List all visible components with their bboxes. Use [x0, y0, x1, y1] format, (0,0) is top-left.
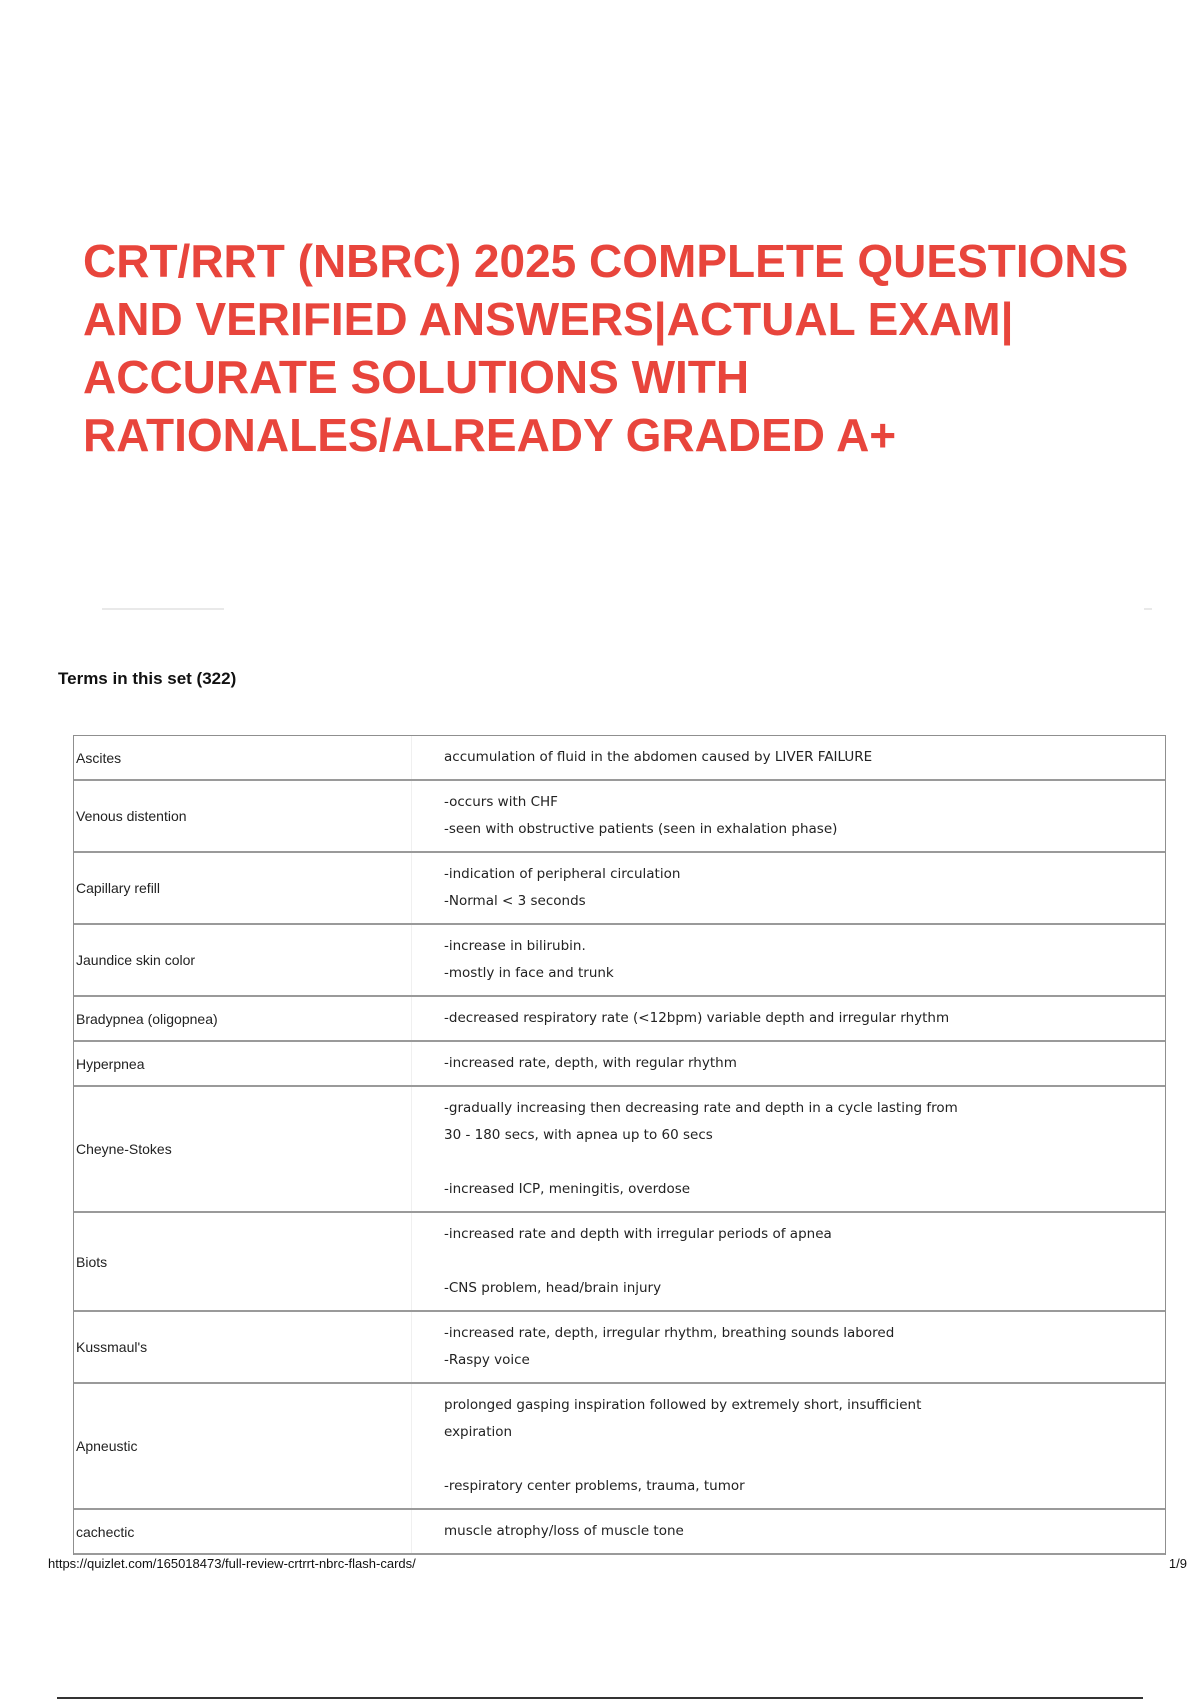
table-row	[74, 853, 1165, 925]
title-line-1: CRT/RRT (NBRC) 2025 COMPLETE QUESTIONS	[83, 235, 1129, 287]
term-cell: Ascites	[74, 736, 412, 779]
table-row	[74, 1384, 1165, 1510]
definition-cell	[412, 1087, 1165, 1211]
definition-cell	[412, 1312, 1165, 1382]
definition-line: -increased rate and depth with irregular periods of apnea	[444, 1226, 832, 1242]
term-cell: Bradypnea (oligopnea)	[74, 997, 412, 1040]
table-row	[74, 781, 1165, 853]
definition-line	[444, 1446, 1155, 1473]
table-row	[74, 1042, 1165, 1087]
definition-line: -Normal < 3 seconds	[444, 893, 586, 909]
table-row	[74, 1087, 1165, 1213]
table-row	[74, 925, 1165, 997]
term-cell: cachectic	[74, 1510, 412, 1553]
definition-line: expiration	[444, 1424, 513, 1440]
definition-cell	[412, 925, 1165, 995]
term-cell: Biots	[74, 1213, 412, 1310]
title-line-2: AND VERIFIED ANSWERS|ACTUAL EXAM|	[83, 293, 1014, 345]
definition-line: -respiratory center problems, trauma, tumor	[444, 1478, 745, 1494]
term-cell: Apneustic	[74, 1384, 412, 1508]
table-row	[74, 1312, 1165, 1384]
terms-count-heading: Terms in this set (322)	[58, 669, 237, 688]
table-row	[74, 1213, 1165, 1312]
definition-line: -mostly in face and trunk	[444, 965, 614, 981]
bottom-rule	[57, 1697, 1143, 1699]
term-cell: Jaundice skin color	[74, 925, 412, 995]
definition-line: -seen with obstructive patients (seen in exhalation phase)	[444, 821, 838, 837]
definition-cell	[412, 736, 1165, 779]
term-cell: Kussmaul's	[74, 1312, 412, 1382]
definition-cell	[412, 997, 1165, 1040]
document-title	[83, 232, 1183, 464]
footer-url: https://quizlet.com/165018473/full-review-crtrrt-nbrc-flash-cards/	[48, 1556, 416, 1571]
faint-divider-left	[102, 608, 224, 610]
table-row	[74, 736, 1165, 781]
definition-line: accumulation of fluid in the abdomen caused by LIVER FAILURE	[444, 749, 873, 765]
definition-line: -increased rate, depth, irregular rhythm, breathing sounds labored	[444, 1325, 895, 1341]
footer-page-number: 1/9	[1168, 1556, 1187, 1571]
definition-line: prolonged gasping inspiration followed by extremely short, insufficient	[444, 1397, 922, 1413]
definition-line	[444, 1149, 1155, 1176]
definition-line: -increased rate, depth, with regular rhythm	[444, 1055, 737, 1071]
definition-line: -gradually increasing then decreasing rate and depth in a cycle lasting from	[444, 1100, 958, 1116]
definition-line: -increase in bilirubin.	[444, 938, 586, 954]
terms-table	[73, 735, 1166, 1555]
definition-cell	[412, 1384, 1165, 1508]
faint-divider-right	[1144, 608, 1152, 610]
term-cell: Capillary refill	[74, 853, 412, 923]
definition-line: -Raspy voice	[444, 1352, 530, 1368]
term-cell: Cheyne-Stokes	[74, 1087, 412, 1211]
definition-line: -occurs with CHF	[444, 794, 558, 810]
definition-cell	[412, 781, 1165, 851]
definition-line: -indication of peripheral circulation	[444, 866, 681, 882]
definition-cell	[412, 853, 1165, 923]
definition-cell	[412, 1510, 1165, 1553]
definition-line: muscle atrophy/loss of muscle tone	[444, 1523, 684, 1539]
definition-line: -increased ICP, meningitis, overdose	[444, 1181, 691, 1197]
definition-line: 30 - 180 secs, with apnea up to 60 secs	[444, 1127, 713, 1143]
title-line-3: ACCURATE SOLUTIONS WITH	[83, 351, 750, 403]
term-cell: Venous distention	[74, 781, 412, 851]
table-row	[74, 997, 1165, 1042]
definition-cell	[412, 1213, 1165, 1310]
definition-cell	[412, 1042, 1165, 1085]
definition-line	[444, 1248, 1155, 1275]
term-cell: Hyperpnea	[74, 1042, 412, 1085]
title-line-4: RATIONALES/ALREADY GRADED A+	[83, 409, 897, 461]
definition-line: -CNS problem, head/brain injury	[444, 1280, 662, 1296]
table-row	[74, 1510, 1165, 1555]
definition-line: -decreased respiratory rate (<12bpm) variable depth and irregular rhythm	[444, 1010, 950, 1026]
